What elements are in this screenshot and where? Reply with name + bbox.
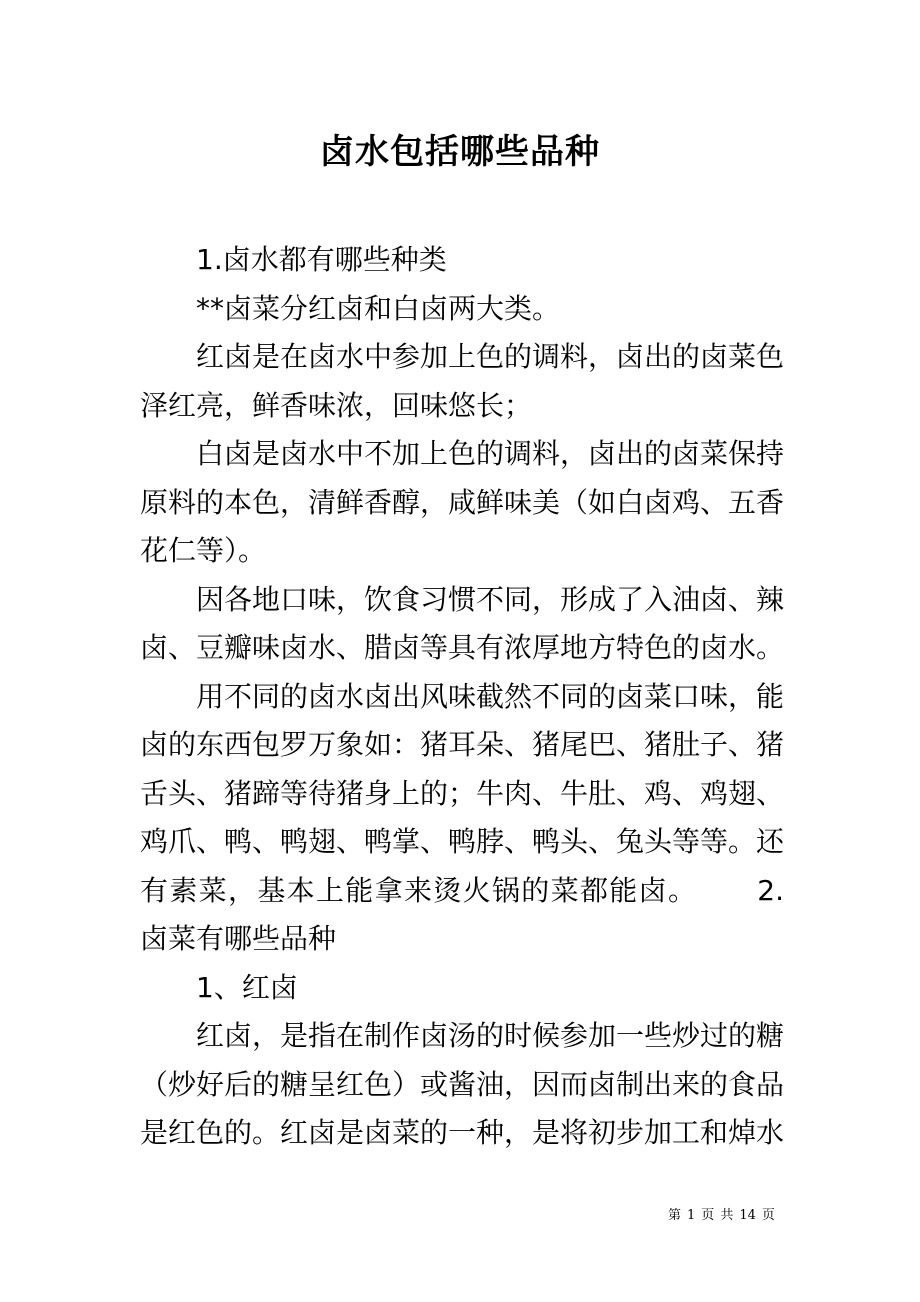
page-footer — [668, 1206, 868, 1226]
footer-prefix: 第 — [668, 1208, 682, 1223]
paragraph-6-text: 用不同的卤水卤出风味截然不同的卤菜口味，能卤的东西包罗万象如：猪耳朵、猪尾巴、猪肚子、猪舌头、猪蹄等待猪身上的；牛肉、牛肚、鸡、鸡翅、鸡爪、鸭、鸭翅、鸭掌、鸭脖、鸭头、兔头等等。还有素菜，基本上能拿来烫火锅的菜都能卤。 — [140, 679, 785, 907]
footer-current-page: 1 — [687, 1208, 696, 1223]
inline-heading: 2.卤菜有哪些品种 — [140, 873, 784, 955]
paragraph-6 — [140, 673, 784, 964]
paragraph-5: 因各地口味，饮食习惯不同，形成了入油卤、辣卤、豆瓣味卤水、腊卤等具有浓厚地方特色的卤水。 — [140, 582, 785, 664]
footer-total-pages: 14 — [739, 1208, 756, 1223]
document-title: 卤水包括哪些品种 — [320, 132, 600, 172]
paragraph-8: 红卤，是指在制作卤汤的时候参加一些炒过的糖（炒好后的糖呈红色）或酱油，因而卤制出来的食品是红色的。红卤是卤菜的一种，是将初步加工和焯水 — [140, 1019, 785, 1149]
paragraph-3: 红卤是在卤水中参加上色的调料，卤出的卤菜色泽红亮，鲜香味浓，回味悠长； — [140, 340, 785, 422]
footer-mid1: 页 — [701, 1208, 715, 1223]
paragraph-2: **卤菜分红卤和白卤两大类。 — [196, 291, 561, 325]
footer-mid2: 共 — [720, 1208, 734, 1223]
paragraph-7: 1、红卤 — [196, 970, 298, 1004]
document-body — [140, 236, 784, 1158]
footer-suffix: 页 — [761, 1208, 775, 1223]
paragraph-4: 白卤是卤水中不加上色的调料，卤出的卤菜保持原料的本色，清鲜香醇，咸鲜味美（如白卤鸡、五香花仁等）。 — [140, 437, 785, 567]
paragraph-1: 1.卤水都有哪些种类 — [196, 243, 447, 276]
